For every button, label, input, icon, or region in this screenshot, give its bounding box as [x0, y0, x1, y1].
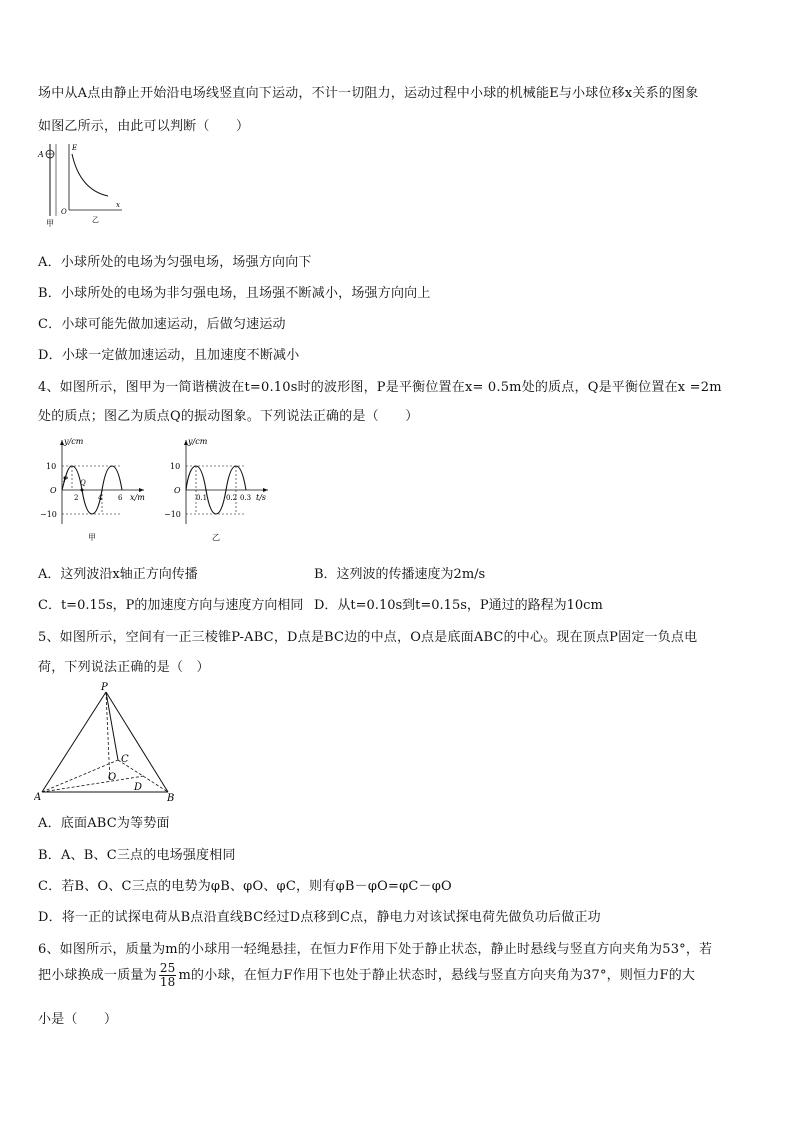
q4-jia-p: P: [63, 476, 68, 484]
q4-jia-caption: 甲: [88, 533, 96, 542]
q4-yi-xlabel: t/s: [256, 493, 267, 502]
q4-jia-xtick: 6: [118, 494, 123, 502]
q3-option-d[interactable]: D．小球一定做加速运动，且加速度不断减小: [38, 348, 300, 363]
q5-option-b[interactable]: B．A、B、C三点的电场强度相同: [38, 848, 236, 863]
q4-option-b[interactable]: B．这列波的传播速度为2m/s: [314, 567, 486, 582]
q3-label-jia: 甲: [46, 219, 54, 228]
q3-option-c[interactable]: C．小球可能先做加速运动，后做匀速运动: [38, 317, 286, 332]
q3-label-a: A: [38, 150, 44, 159]
q4-figure-yi: [160, 434, 272, 546]
q4-stem-line1: 4、如图所示，图甲为一简谐横波在t=0.10s时的波形图，P是平衡位置在x= 0.5m处的质点，Q是平衡位置在x =2m: [38, 380, 722, 395]
q4-yi-ylabel: y/cm: [188, 437, 208, 446]
q4-jia-ybot: −10: [40, 510, 57, 519]
q3-label-o: O: [61, 208, 67, 216]
q4-yi-ttick: 0.1: [196, 494, 208, 502]
q6-stem-line2-pre: 把小球换成一质量为: [38, 968, 157, 983]
q4-yi-ttick: 0.2: [226, 494, 238, 502]
q3-option-b[interactable]: B．小球所处的电场为非匀强电场，且场强不断减小，场强方向向上: [38, 286, 431, 301]
q4-option-a[interactable]: A．这列波沿x轴正方向传播: [38, 567, 198, 582]
q5-option-a[interactable]: A．底面ABC为等势面: [38, 816, 170, 831]
q3-label-e: E: [72, 144, 78, 152]
q4-yi-ytop: 10: [170, 462, 181, 471]
q5-stem-line2: 荷，下列说法正确的是（ ）: [38, 660, 210, 675]
q3-label-yi: 乙: [92, 216, 99, 224]
q6-stem-line3: 小是（ ）: [38, 1012, 118, 1027]
q5-label-p: P: [101, 682, 108, 693]
q3-stem-line1: 场中从A点由静止开始沿电场线竖直向下运动，不计一切阻力，运动过程中小球的机械能E与小球位移x关系的图象: [38, 86, 699, 101]
q4-stem-line2: 处的质点；图乙为质点Q的振动图象。下列说法正确的是（ ）: [38, 409, 419, 424]
q5-label-a: A: [34, 792, 42, 803]
mass-fraction-numerator: 25: [159, 961, 176, 975]
q3-label-x: x: [116, 201, 120, 209]
q4-jia-ytop: 10: [46, 462, 57, 471]
q4-jia-q: Q: [80, 479, 86, 487]
mass-fraction: [159, 962, 177, 989]
q3-option-a[interactable]: A．小球所处的电场为匀强电场，场强方向向下: [38, 255, 312, 270]
q5-label-d: D: [134, 782, 143, 793]
q4-yi-origin: O: [174, 486, 181, 495]
q5-label-c: C: [121, 754, 129, 765]
q4-yi-caption: 乙: [212, 533, 220, 542]
q5-option-c[interactable]: C．若B、O、C三点的电势为φB、φO、φC，则有φB－φO=φC－φO: [38, 879, 452, 894]
q3-stem-line2: 如图乙所示，由此可以判断（ ）: [38, 119, 250, 134]
q3-figure: [36, 140, 126, 228]
q4-option-d[interactable]: D．从t=0.10s到t=0.15s，P通过的路程为10cm: [314, 598, 603, 613]
q5-pyramid-figure: [34, 680, 182, 804]
q4-figure-jia: [36, 434, 148, 546]
q5-option-d[interactable]: D．将一正的试探电荷从B点沿直线BC经过D点移到C点，静电力对该试探电荷先做负功后做正功: [38, 910, 601, 925]
q4-jia-xlabel: x/m: [130, 493, 145, 502]
q5-label-b: B: [167, 793, 175, 804]
q6-stem-line2: [38, 962, 695, 989]
q5-stem-line1: 5、如图所示，空间有一正三棱锥P-ABC，D点是BC边的中点，O点是底面ABC的中心。现在顶点P固定一负点电: [38, 630, 698, 645]
q6-stem-line1: 6、如图所示，质量为m的小球用一轻绳悬挂，在恒力F作用下处于静止状态，静止时悬线与竖直方向夹角为53°，若: [38, 942, 713, 957]
q4-jia-origin: O: [50, 486, 57, 495]
q4-jia-xtick: 4: [98, 494, 103, 502]
q6-stem-line2-post: m的小球，在恒力F作用下也处于静止状态时，悬线与竖直方向夹角为37°，则恒力F的大: [178, 968, 696, 983]
q4-yi-ttick: 0.3: [240, 494, 252, 502]
q5-label-o: O: [108, 772, 117, 783]
q4-jia-ylabel: y/cm: [64, 437, 84, 446]
q4-jia-xtick: 2: [74, 494, 79, 502]
mass-fraction-denominator: 18: [159, 975, 176, 989]
q4-option-c[interactable]: C．t=0.15s，P的加速度方向与速度方向相同: [38, 598, 304, 613]
q4-yi-ybot: −10: [164, 510, 181, 519]
